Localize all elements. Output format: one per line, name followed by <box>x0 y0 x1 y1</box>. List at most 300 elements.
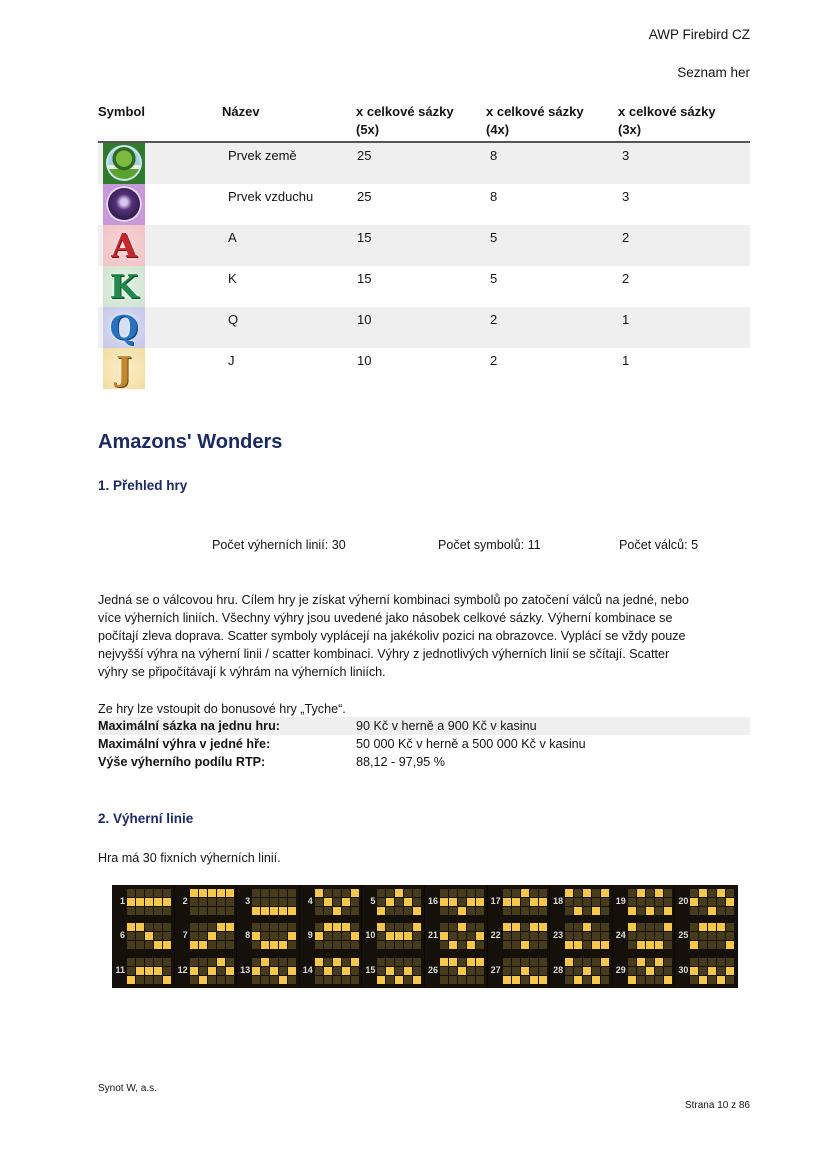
payout-4x: 5 <box>490 230 498 245</box>
payline-panel <box>175 885 238 919</box>
info-label: Výše výherního podílu RTP: <box>98 755 266 769</box>
payline-cell <box>646 889 654 897</box>
payline-cell-active <box>190 889 198 897</box>
payline-cell <box>530 941 538 949</box>
payline-cell <box>342 932 350 940</box>
payline-cell-active <box>279 941 287 949</box>
payline-cell <box>127 941 135 949</box>
payline-number: 1 <box>119 896 125 906</box>
column-header-label: x celkové sázky <box>618 104 716 119</box>
payline-cell-active <box>449 941 457 949</box>
payline-cell <box>199 967 207 975</box>
payout-5x: 10 <box>357 353 372 368</box>
payline-cell <box>717 941 725 949</box>
payline-cell <box>377 958 385 966</box>
column-header-name <box>222 103 260 121</box>
payline-number: 3 <box>245 896 251 906</box>
payline-cell <box>351 923 359 931</box>
payline-cell <box>199 958 207 966</box>
payline-cell <box>583 958 591 966</box>
payline-cell <box>190 932 198 940</box>
payline-cell <box>521 958 529 966</box>
payout-4x: 2 <box>490 312 498 327</box>
payline-cell <box>154 907 162 915</box>
payline-cell <box>279 958 287 966</box>
payline-cell <box>699 941 707 949</box>
payline-cell <box>637 907 645 915</box>
payline-cell <box>208 907 216 915</box>
payline-cell-active <box>664 976 672 984</box>
payline-cell-active <box>449 958 457 966</box>
payline-grid <box>127 958 171 984</box>
payline-cell <box>351 967 359 975</box>
payline-cell <box>583 932 591 940</box>
payline-cell-active <box>252 907 260 915</box>
payline-cell <box>395 941 403 949</box>
payline-cell-active <box>261 907 269 915</box>
payline-cell-active <box>208 967 216 975</box>
payline-cell <box>333 889 341 897</box>
payline-cell <box>342 889 350 897</box>
payline-cell <box>261 898 269 906</box>
payline-cell-active <box>717 923 725 931</box>
payline-cell-active <box>512 976 520 984</box>
column-header-label: Symbol <box>98 104 145 119</box>
payline-cell-active <box>279 976 287 984</box>
payline-grid <box>628 923 672 949</box>
payline-cell-active <box>440 932 448 940</box>
table-row <box>98 143 750 184</box>
payline-cell <box>163 923 171 931</box>
payline-cell <box>592 967 600 975</box>
column-header-sub: (5x) <box>356 122 380 137</box>
symbol-name: K <box>228 271 237 286</box>
payline-cell <box>342 958 350 966</box>
column-header-label: x celkové sázky <box>486 104 584 119</box>
payline-cell-active <box>628 907 636 915</box>
payout-3x: 2 <box>622 230 630 245</box>
payline-cell-active <box>449 898 457 906</box>
section-title: Seznam her <box>677 65 750 80</box>
payline-cell <box>476 941 484 949</box>
payline-panel <box>112 919 175 953</box>
payout-4x: 8 <box>490 148 498 163</box>
payline-grid <box>690 958 734 984</box>
payline-cell <box>145 907 153 915</box>
payline-cell <box>226 976 234 984</box>
payline-cell <box>386 923 394 931</box>
payline-cell-active <box>655 889 663 897</box>
column-header-symbol <box>98 103 145 121</box>
table-row <box>98 266 750 307</box>
payline-cell <box>530 907 538 915</box>
payline-panel <box>488 919 551 953</box>
payline-cell <box>690 976 698 984</box>
payline-cell-active <box>377 976 385 984</box>
payline-cell <box>601 976 609 984</box>
payline-cell-active <box>574 976 582 984</box>
paragraph-line: Jedná se o válcovou hru. Cílem hry je získat výherní kombinaci symbolů po zatočení válců na jedné, nebo <box>98 593 689 607</box>
payline-grid <box>190 889 234 915</box>
payline-cell-active <box>288 967 296 975</box>
payline-panel <box>112 885 175 919</box>
payline-cell <box>324 958 332 966</box>
payline-number: 16 <box>427 896 438 906</box>
payline-cell <box>226 907 234 915</box>
payline-cell-active <box>315 932 323 940</box>
footer-company: Synot W, a.s. <box>98 1083 157 1094</box>
payline-cell <box>324 941 332 949</box>
payline-cell <box>226 958 234 966</box>
payline-cell-active <box>503 976 511 984</box>
payline-number: 8 <box>245 930 251 941</box>
payline-cell <box>565 898 573 906</box>
payline-cell <box>664 958 672 966</box>
payline-cell <box>476 923 484 931</box>
payline-cell <box>699 958 707 966</box>
payout-4x: 8 <box>490 189 498 204</box>
payline-cell <box>288 941 296 949</box>
payline-cell-active <box>190 941 198 949</box>
payline-cell <box>154 889 162 897</box>
payline-cell-active <box>690 967 698 975</box>
payline-cell <box>404 976 412 984</box>
game-title: Amazons' Wonders <box>98 431 283 453</box>
payline-cell-active <box>342 967 350 975</box>
payline-cell <box>708 941 716 949</box>
payline-cell <box>315 967 323 975</box>
payline-cell-active <box>342 923 350 931</box>
payline-cell <box>503 967 511 975</box>
payline-cell <box>261 967 269 975</box>
payline-cell-active <box>199 941 207 949</box>
letter-a-icon: A <box>103 225 145 266</box>
payline-cell <box>539 967 547 975</box>
payline-cell-active <box>270 967 278 975</box>
payline-number: 18 <box>553 896 564 906</box>
payline-number: 27 <box>490 964 501 975</box>
payline-cell <box>288 958 296 966</box>
payline-cell <box>252 923 260 931</box>
payline-cell-active <box>315 958 323 966</box>
payline-cell <box>440 923 448 931</box>
payline-cell <box>521 923 529 931</box>
payline-cell-active <box>440 958 448 966</box>
payline-cell-active <box>324 923 332 931</box>
payline-cell <box>539 958 547 966</box>
payline-cell-active <box>592 941 600 949</box>
payline-cell <box>127 958 135 966</box>
payline-cell <box>574 932 582 940</box>
payout-4x: 5 <box>490 271 498 286</box>
payline-cell-active <box>521 889 529 897</box>
column-header-label: x celkové sázky <box>356 104 454 119</box>
payline-cell-active <box>726 898 734 906</box>
earth-element-icon <box>103 143 145 184</box>
payline-cell <box>288 898 296 906</box>
payline-cell <box>458 889 466 897</box>
payline-number: 6 <box>119 930 125 941</box>
column-header-3x <box>618 103 716 139</box>
payline-cell-active <box>136 967 144 975</box>
payline-number: 2 <box>182 896 188 906</box>
payline-cell <box>655 932 663 940</box>
payline-panel <box>362 885 425 919</box>
payline-cell-active <box>539 923 547 931</box>
payline-cell-active <box>646 967 654 975</box>
payline-cell <box>377 898 385 906</box>
payline-cell <box>717 932 725 940</box>
info-value: 90 Kč v herně a 900 Kč v kasinu <box>356 719 537 733</box>
payline-cell-active <box>565 941 573 949</box>
payline-cell <box>395 907 403 915</box>
description-paragraph <box>98 591 689 681</box>
payline-cell <box>413 898 421 906</box>
payline-cell <box>190 898 198 906</box>
payline-cell <box>261 976 269 984</box>
payline-cell-active <box>377 923 385 931</box>
info-value: 88,12 - 97,95 % <box>356 755 445 769</box>
payline-cell <box>726 923 734 931</box>
payline-cell <box>377 889 385 897</box>
payline-cell <box>136 932 144 940</box>
payline-cell-active <box>690 941 698 949</box>
payline-cell <box>458 932 466 940</box>
payline-cell-active <box>521 941 529 949</box>
payline-cell-active <box>226 967 234 975</box>
payline-cell <box>208 958 216 966</box>
column-header-sub: (4x) <box>486 122 510 137</box>
payline-cell <box>574 958 582 966</box>
payline-cell <box>199 932 207 940</box>
payline-cell-active <box>136 923 144 931</box>
payline-cell <box>279 923 287 931</box>
payline-cell-active <box>628 923 636 931</box>
payline-cell <box>565 907 573 915</box>
payline-cell <box>628 967 636 975</box>
payline-panel <box>425 919 488 953</box>
payline-cell <box>664 889 672 897</box>
payline-cell <box>145 941 153 949</box>
payout-3x: 3 <box>622 189 630 204</box>
payline-cell <box>342 976 350 984</box>
payline-cell <box>386 976 394 984</box>
payline-cell-active <box>386 898 394 906</box>
payline-cell <box>404 889 412 897</box>
symbol-name: Prvek země <box>228 148 297 163</box>
payline-cell-active <box>583 889 591 897</box>
payline-panel <box>675 954 738 988</box>
payline-panel <box>425 885 488 919</box>
payline-cell <box>503 958 511 966</box>
info-label: Maximální výhra v jedné hře: <box>98 737 271 751</box>
payline-cell <box>512 932 520 940</box>
payline-cell <box>699 932 707 940</box>
air-element-icon <box>103 184 145 225</box>
payline-cell-active <box>601 941 609 949</box>
payline-number: 9 <box>307 930 313 941</box>
payline-cell <box>386 907 394 915</box>
payline-cell <box>208 941 216 949</box>
payline-cell-active <box>127 976 135 984</box>
payline-cell-active <box>351 958 359 966</box>
payline-cell <box>708 889 716 897</box>
payline-cell <box>315 941 323 949</box>
payline-cell <box>145 976 153 984</box>
payline-cell <box>199 923 207 931</box>
payline-cell <box>404 958 412 966</box>
payline-panel <box>488 885 551 919</box>
payline-cell-active <box>530 923 538 931</box>
payline-cell-active <box>708 967 716 975</box>
payline-cell <box>521 932 529 940</box>
payline-cell-active <box>699 889 707 897</box>
payout-5x: 25 <box>357 189 372 204</box>
payline-cell <box>315 976 323 984</box>
payline-cell <box>512 889 520 897</box>
payline-cell-active <box>476 898 484 906</box>
payline-grid <box>377 923 421 949</box>
payline-cell-active <box>404 967 412 975</box>
payline-number: 23 <box>553 930 564 941</box>
payline-cell-active <box>601 889 609 897</box>
payline-cell <box>476 889 484 897</box>
payline-cell <box>655 967 663 975</box>
payline-cell-active <box>726 941 734 949</box>
payline-cell <box>467 967 475 975</box>
payline-grid <box>503 923 547 949</box>
bonus-note: Ze hry lze vstoupit do bonusové hry „Tyche“. <box>98 702 346 716</box>
payline-cell <box>279 898 287 906</box>
paylines-heading: 2. Výherní linie <box>98 811 194 826</box>
payline-cell <box>190 923 198 931</box>
payline-cell <box>333 967 341 975</box>
payline-cell <box>530 967 538 975</box>
payline-cell-active <box>646 941 654 949</box>
payline-cell <box>583 907 591 915</box>
payline-panel <box>550 954 613 988</box>
payline-cell-active <box>458 923 466 931</box>
payline-cell <box>226 932 234 940</box>
payline-grid <box>565 958 609 984</box>
payline-cell-active <box>467 898 475 906</box>
payline-cell <box>351 907 359 915</box>
payline-cell <box>628 958 636 966</box>
payline-cell <box>270 923 278 931</box>
payline-cell-active <box>154 898 162 906</box>
payline-cell <box>717 898 725 906</box>
payline-number: 30 <box>678 964 689 975</box>
payline-cell <box>449 889 457 897</box>
payline-cell-active <box>717 976 725 984</box>
payline-cell <box>512 958 520 966</box>
payline-cell <box>521 898 529 906</box>
payline-cell-active <box>333 923 341 931</box>
payline-cell-active <box>574 907 582 915</box>
payline-cell-active <box>351 889 359 897</box>
payline-grid <box>127 889 171 915</box>
payline-grid <box>190 958 234 984</box>
payline-number: 19 <box>615 896 626 906</box>
payline-cell <box>395 923 403 931</box>
payline-cell <box>512 941 520 949</box>
payline-panel <box>300 919 363 953</box>
payline-cell <box>601 932 609 940</box>
payline-cell-active <box>217 923 225 931</box>
payline-cell <box>476 976 484 984</box>
payline-cell-active <box>628 976 636 984</box>
letter-k-icon: K <box>103 266 145 307</box>
payline-cell <box>351 941 359 949</box>
table-row <box>98 184 750 225</box>
symbol-name: J <box>228 353 235 368</box>
payline-cell <box>377 932 385 940</box>
payline-cell <box>592 958 600 966</box>
payline-cell <box>395 898 403 906</box>
payline-cell <box>136 941 144 949</box>
payline-cell-active <box>583 967 591 975</box>
payline-cell <box>199 907 207 915</box>
payline-number: 12 <box>177 964 188 975</box>
payline-cell <box>288 923 296 931</box>
payline-cell <box>583 898 591 906</box>
payline-cell <box>386 941 394 949</box>
payline-cell-active <box>574 941 582 949</box>
payline-cell <box>539 889 547 897</box>
payline-panel <box>175 954 238 988</box>
payline-panel <box>613 885 676 919</box>
payline-cell <box>440 907 448 915</box>
payline-cell <box>386 889 394 897</box>
payline-cell <box>539 932 547 940</box>
payline-cell <box>154 923 162 931</box>
payline-cell-active <box>315 889 323 897</box>
payout-5x: 15 <box>357 271 372 286</box>
payline-cell <box>726 907 734 915</box>
payline-cell <box>413 967 421 975</box>
payline-cell <box>726 976 734 984</box>
column-header-label: Název <box>222 104 260 119</box>
payline-cell <box>664 898 672 906</box>
payline-cell-active <box>655 958 663 966</box>
payline-number: 11 <box>115 964 125 975</box>
payline-number: 4 <box>307 896 313 906</box>
payline-cell <box>145 889 153 897</box>
payline-cell <box>592 932 600 940</box>
payline-cell-active <box>226 889 234 897</box>
payline-cell <box>458 898 466 906</box>
payline-cell <box>708 898 716 906</box>
payline-cell <box>261 889 269 897</box>
payline-panel <box>675 919 738 953</box>
payline-cell <box>199 898 207 906</box>
payline-cell <box>664 941 672 949</box>
payline-cell <box>628 889 636 897</box>
payline-cell-active <box>458 967 466 975</box>
payline-grid <box>503 889 547 915</box>
payline-cell-active <box>458 907 466 915</box>
payline-panel <box>550 885 613 919</box>
payline-cell <box>646 976 654 984</box>
payline-cell-active <box>655 941 663 949</box>
payline-cell-active <box>333 907 341 915</box>
payline-cell <box>440 967 448 975</box>
payline-cell <box>628 932 636 940</box>
payline-cell-active <box>530 976 538 984</box>
payline-cell <box>637 923 645 931</box>
payline-cell-active <box>690 898 698 906</box>
payline-cell <box>449 967 457 975</box>
